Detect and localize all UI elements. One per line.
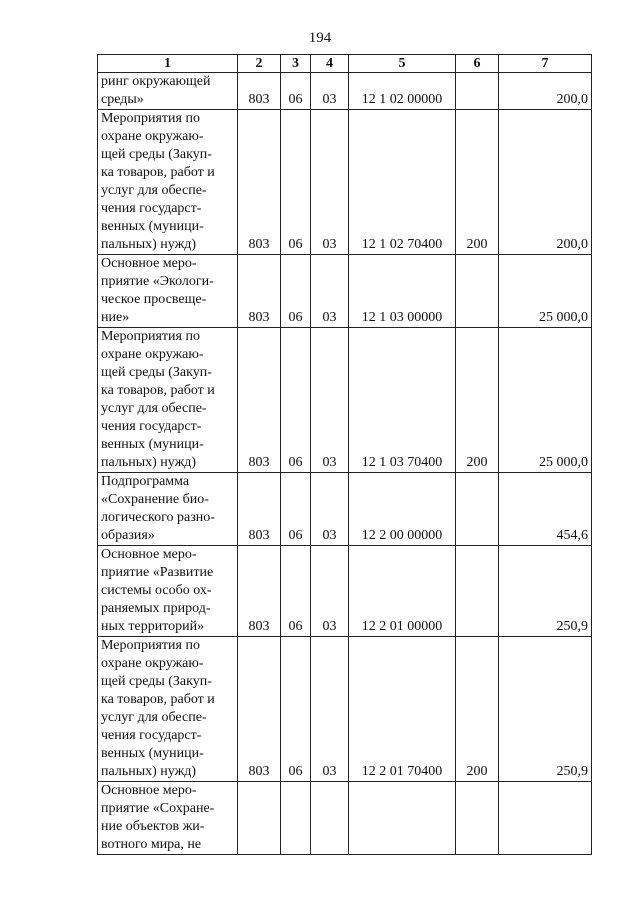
code-target-cell: 12 2 01 00000 [349,546,456,637]
code-expense-type-cell: 200 [456,637,499,782]
row-name-line: логического разно- [101,510,215,525]
row-name-line: ринг окружающей [101,74,211,89]
row-name-line: образия» [101,528,155,543]
amount-cell: 250,9 [499,546,592,637]
row-name-line: пальных) нужд) [101,455,197,470]
table-row [98,73,592,110]
row-name-cell [98,473,238,546]
row-name-line: ческое просвеще- [101,292,207,307]
code-target-cell [349,782,456,855]
amount-cell [499,782,592,855]
amount-cell: 200,0 [499,73,592,110]
row-name-line: среды» [101,92,144,107]
row-name-line: Мероприятия по [101,111,200,126]
code-target-cell: 12 2 01 70400 [349,637,456,782]
row-name-line: ка товаров, работ и [101,692,215,707]
code-subsection-cell: 03 [311,546,349,637]
row-name-line: ние объектов жи- [101,819,205,834]
row-name-line: охране окружаю- [101,656,204,671]
table-body [98,73,592,855]
table-row [98,328,592,473]
code-section-cell: 06 [281,328,311,473]
column-header-4: 4 [311,55,349,73]
row-name-line: пальных) нужд) [101,237,197,252]
code-target-cell: 12 1 02 70400 [349,110,456,255]
code-target-cell: 12 1 03 70400 [349,328,456,473]
code-target-cell: 12 1 03 00000 [349,255,456,328]
table-row [98,637,592,782]
code-subsection-cell: 03 [311,110,349,255]
code-admin-cell: 803 [238,473,281,546]
table-row [98,110,592,255]
amount-cell: 454,6 [499,473,592,546]
row-name-line: услуг для обеспе- [101,183,207,198]
row-name-line: приятие «Развитие [101,565,214,580]
row-name-line: щей среды (Закуп- [101,365,212,380]
column-header-7: 7 [499,55,592,73]
row-name-cell [98,110,238,255]
column-header-6: 6 [456,55,499,73]
code-expense-type-cell [456,473,499,546]
amount-cell: 25 000,0 [499,328,592,473]
row-name-line: Основное меро- [101,547,197,562]
code-admin-cell: 803 [238,110,281,255]
row-name-line: Мероприятия по [101,638,200,653]
row-name-cell [98,782,238,855]
amount-cell: 25 000,0 [499,255,592,328]
code-section-cell: 06 [281,546,311,637]
code-target-cell: 12 2 00 00000 [349,473,456,546]
row-name-line: раняемых природ- [101,601,211,616]
row-name-line: ных территорий» [101,619,205,634]
row-name-cell [98,546,238,637]
row-name-line: венных (муници- [101,219,204,234]
row-name-line: чения государст- [101,419,202,434]
table-row [98,546,592,637]
code-section-cell: 06 [281,110,311,255]
table-header-row [98,55,592,73]
code-section-cell: 06 [281,637,311,782]
code-subsection-cell: 03 [311,328,349,473]
code-admin-cell: 803 [238,255,281,328]
row-name-line: ка товаров, работ и [101,165,215,180]
row-name-line: венных (муници- [101,437,204,452]
code-section-cell: 06 [281,73,311,110]
code-admin-cell [238,782,281,855]
code-admin-cell: 803 [238,328,281,473]
column-header-5: 5 [349,55,456,73]
code-subsection-cell: 03 [311,255,349,328]
row-name-line: щей среды (Закуп- [101,674,212,689]
amount-cell: 200,0 [499,110,592,255]
column-header-3: 3 [281,55,311,73]
budget-table [97,54,592,855]
row-name-line: охране окружаю- [101,129,204,144]
row-name-line: Основное меро- [101,256,197,271]
row-name-line: пальных) нужд) [101,764,197,779]
code-expense-type-cell [456,546,499,637]
code-subsection-cell [311,782,349,855]
code-section-cell: 06 [281,255,311,328]
code-expense-type-cell: 200 [456,328,499,473]
row-name-line: системы особо ох- [101,583,212,598]
column-header-1: 1 [98,55,238,73]
row-name-line: чения государст- [101,728,202,743]
code-admin-cell: 803 [238,73,281,110]
row-name-line: ние» [101,310,130,325]
code-admin-cell: 803 [238,546,281,637]
row-name-cell [98,328,238,473]
table-row [98,255,592,328]
code-section-cell: 06 [281,473,311,546]
table-row [98,473,592,546]
code-subsection-cell: 03 [311,637,349,782]
row-name-line: приятие «Экологи- [101,274,214,289]
row-name-cell [98,73,238,110]
row-name-line: Мероприятия по [101,329,200,344]
code-admin-cell: 803 [238,637,281,782]
row-name-line: венных (муници- [101,746,204,761]
row-name-line: ка товаров, работ и [101,383,215,398]
amount-cell: 250,9 [499,637,592,782]
code-section-cell [281,782,311,855]
code-expense-type-cell: 200 [456,110,499,255]
page-number: 194 [308,30,332,46]
row-name-line: Основное меро- [101,783,197,798]
row-name-line: чения государст- [101,201,202,216]
row-name-line: услуг для обеспе- [101,401,207,416]
code-subsection-cell: 03 [311,473,349,546]
row-name-line: Подпрограмма [101,474,190,489]
row-name-line: щей среды (Закуп- [101,147,212,162]
code-target-cell: 12 1 02 00000 [349,73,456,110]
column-header-2: 2 [238,55,281,73]
row-name-cell [98,637,238,782]
code-subsection-cell: 03 [311,73,349,110]
row-name-line: «Сохранение био- [101,492,209,507]
row-name-line: охране окружаю- [101,347,204,362]
row-name-cell [98,255,238,328]
row-name-line: вотного мира, не [101,837,202,852]
row-name-line: приятие «Сохране- [101,801,215,816]
code-expense-type-cell [456,255,499,328]
table-row [98,782,592,855]
row-name-line: услуг для обеспе- [101,710,207,725]
code-expense-type-cell [456,73,499,110]
code-expense-type-cell [456,782,499,855]
